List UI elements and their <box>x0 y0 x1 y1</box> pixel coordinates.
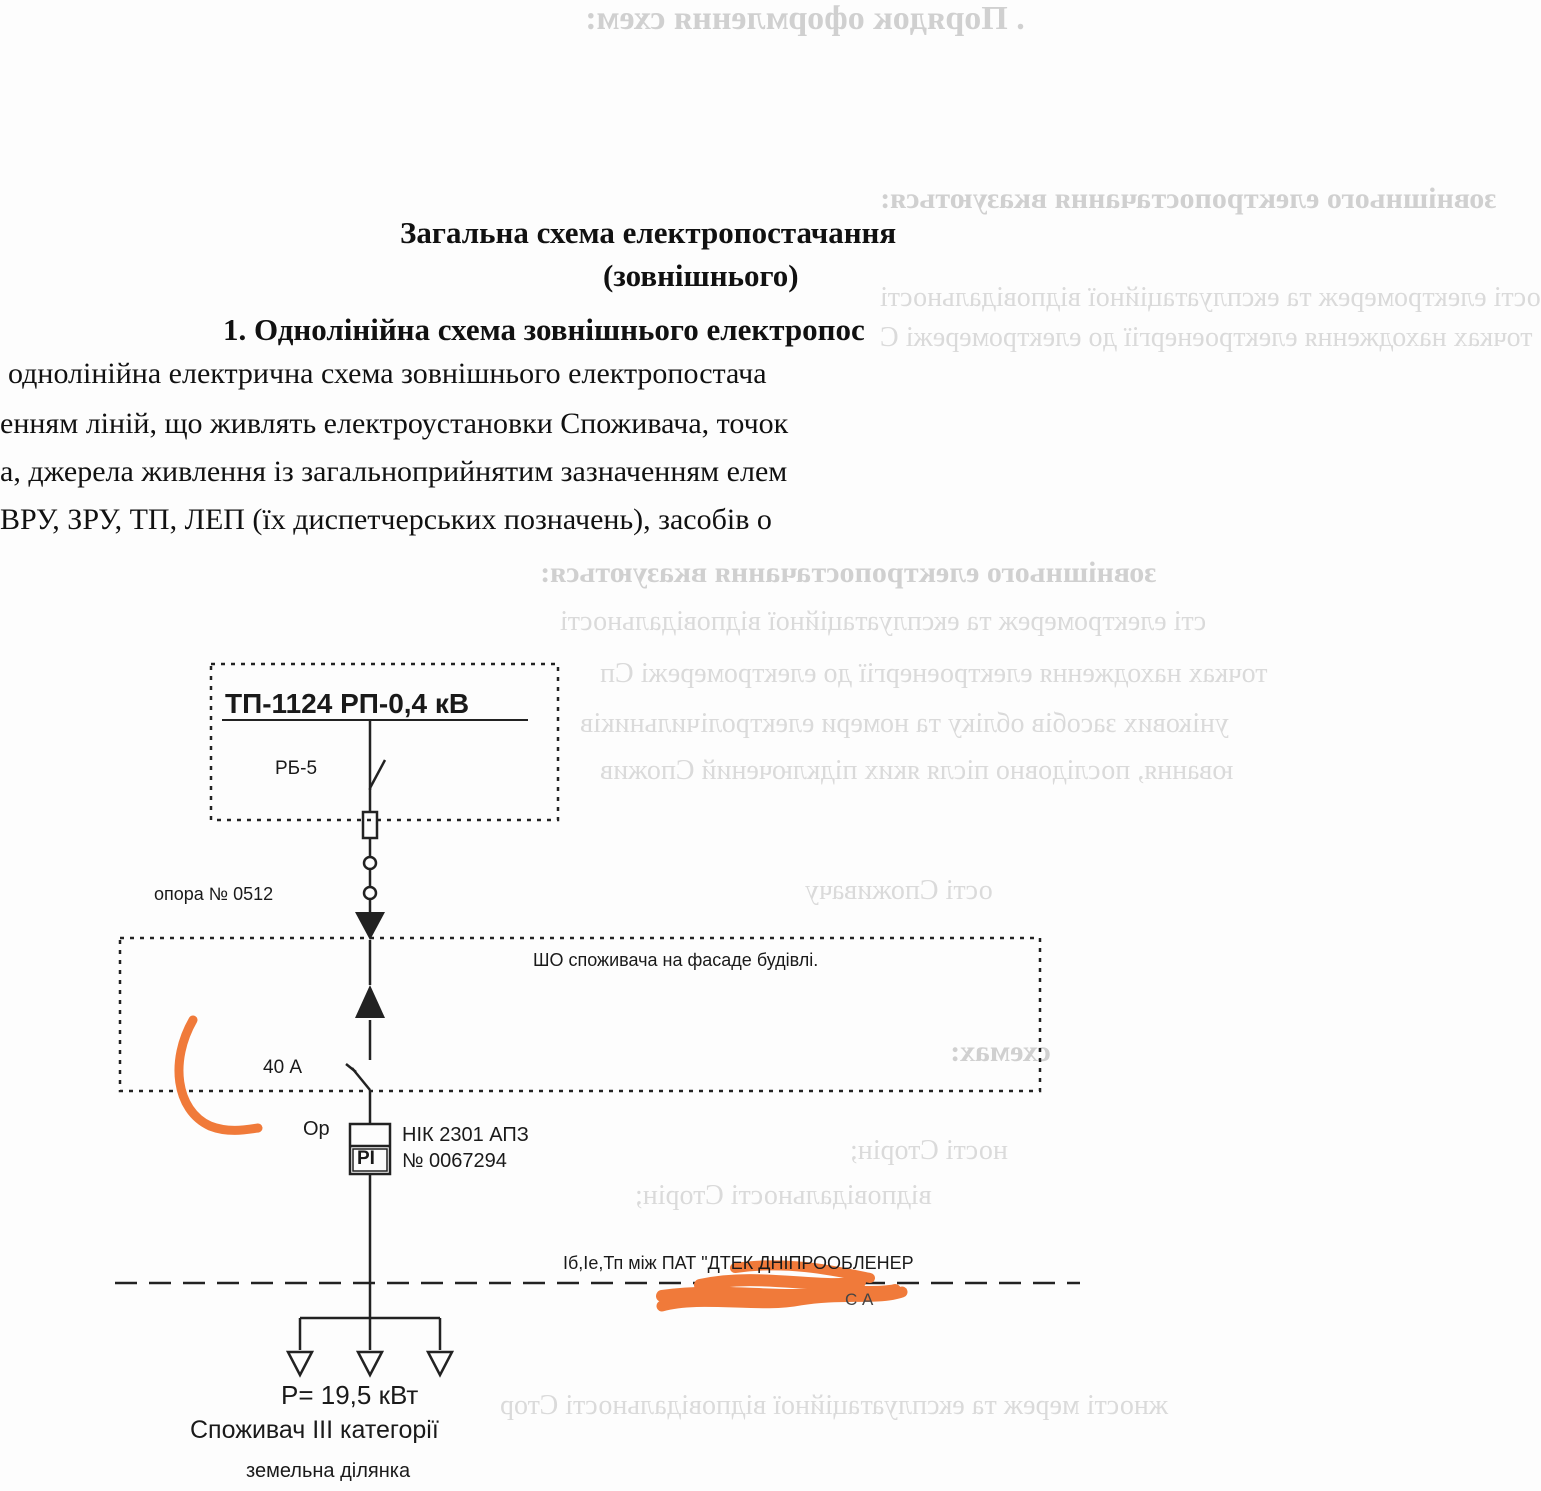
power-label: Р= 19,5 кВт <box>281 1380 419 1410</box>
pole-terminal <box>364 857 376 869</box>
show-through-text: відповідальності Сторін; <box>635 1180 932 1211</box>
show-through-text: ювання, послідовно після яких підключений Спожив <box>600 755 1234 786</box>
boundary-tail: С А <box>845 1290 874 1309</box>
show-through-text: ості Споживачу <box>805 875 993 906</box>
show-through-text: зовнішнього електропостачання вказуються: <box>880 182 1497 215</box>
meter-number: № 0067294 <box>402 1150 507 1172</box>
show-through-text: ості електромереж та експлуатаційної відповідальності <box>880 282 1541 313</box>
show-through-text: жності мереж та експлуатаційної відповідальності Стор <box>500 1390 1169 1421</box>
disconnect-switch <box>370 760 385 788</box>
load-symbol <box>288 1352 312 1375</box>
show-through-text: унікових засобів обліку та номери електролічильників <box>580 708 1229 739</box>
section-heading: 1. Однолінійна схема зовнішнього електропос <box>223 312 865 347</box>
switch-label: РБ-5 <box>275 758 318 779</box>
show-through-text: сті електромереж та експлуатаційної відповідальності <box>560 606 1207 637</box>
paragraph-line: а, джерела живлення із загальноприйнятим зазначенням елем <box>0 455 788 488</box>
show-through-text: зовнішнього електропостачання вказуються: <box>540 556 1157 589</box>
site-label: земельна ділянка <box>246 1460 411 1482</box>
consumer-label: Споживач ІІІ категорії <box>190 1416 439 1444</box>
document-title: Загальна схема електропостачання <box>400 215 897 250</box>
paragraph-line: ВРУ, ЗРУ, ТП, ЛЕП (їх диспетчерських позначень), засобів о <box>0 503 772 536</box>
load-symbol <box>358 1352 382 1375</box>
meter-prefix: Ор <box>303 1118 330 1140</box>
cable-end-arrow <box>355 985 385 1018</box>
cable-end-arrow <box>355 912 385 940</box>
load-symbol <box>428 1352 452 1375</box>
breaker-label: 40 А <box>263 1057 303 1078</box>
show-through-text: схемах: <box>950 1035 1051 1068</box>
show-through-text: точках находження електроенергії до електромережі С <box>880 322 1533 353</box>
paragraph-line: однолінійна електрична схема зовнішнього електропостача <box>8 357 767 390</box>
document-subtitle: (зовнішнього) <box>603 258 799 293</box>
boundary-label: Іб,Іе,Тп між ПАТ "ДТЕК ДНІПРООБЛЕНЕР <box>563 1253 914 1273</box>
substation-label: ТП-1124 РП-0,4 кВ <box>225 688 470 719</box>
meter-model: НІК 2301 АПЗ <box>402 1124 529 1146</box>
annotation-arc <box>179 1020 258 1130</box>
cabinet-label: ШО споживача на фасаде будівлі. <box>533 950 819 970</box>
pole-terminal <box>364 887 376 899</box>
paragraph-line: енням ліній, що живлять електроустановки Споживача, точок <box>0 407 789 440</box>
pole-label: опора № 0512 <box>154 884 274 904</box>
meter-symbol: РІ <box>357 1148 375 1169</box>
fuse <box>363 812 377 838</box>
show-through-text: точках находження електроенергії до електромережі Сп <box>600 658 1268 689</box>
show-through-text: ності Сторін; <box>850 1135 1008 1166</box>
show-through-text: . Порядок оформлення схем: <box>585 0 1025 37</box>
